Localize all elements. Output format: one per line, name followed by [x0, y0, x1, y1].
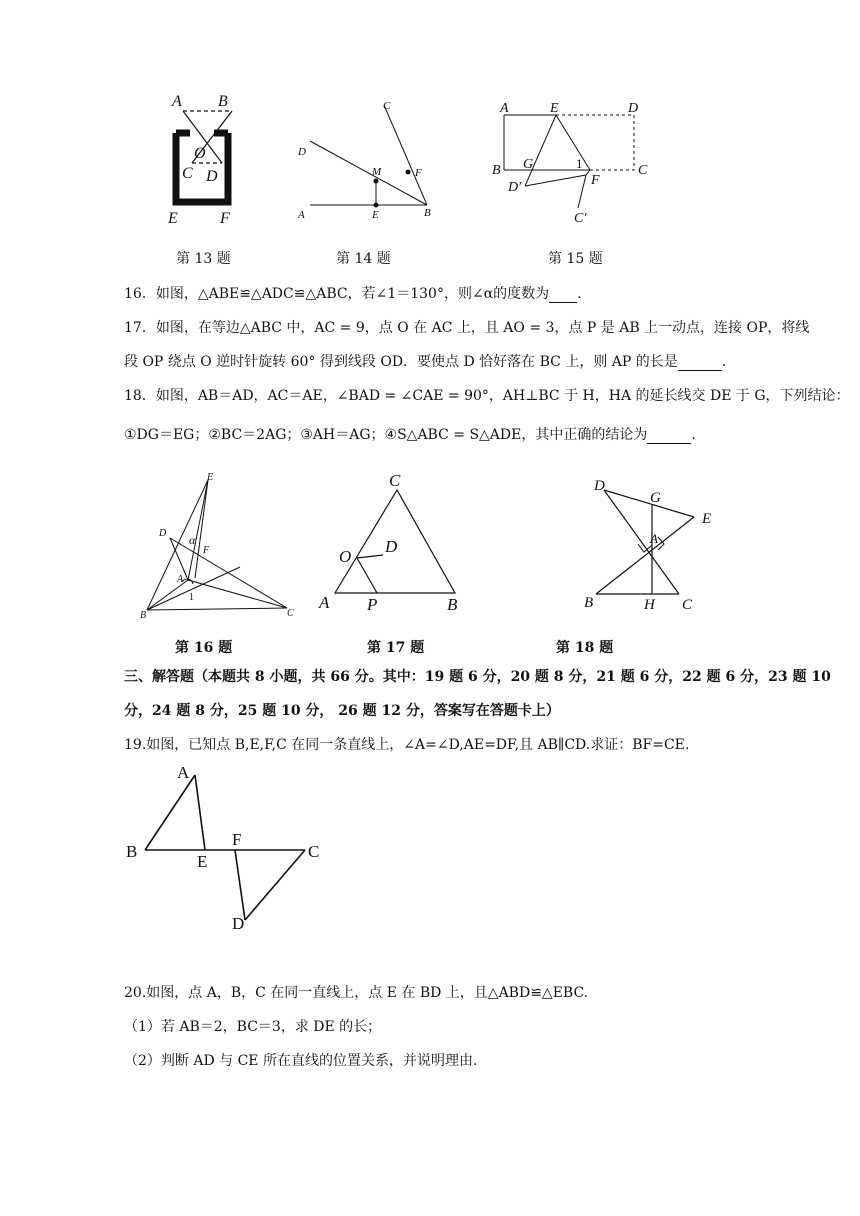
- question-18-text: ①DG＝EG；②BC＝2AG；③AH＝AG；④S△ABC = S△ADE，其中正确的结论为: [124, 427, 648, 443]
- fig13-label: A: [172, 93, 182, 110]
- fig14-label: A: [298, 209, 305, 221]
- fig14-label: C: [383, 100, 391, 112]
- fig18-label: H: [644, 597, 655, 613]
- question-18-line1: 18．如图，AB＝AD，AC＝AE，∠BAD = ∠CAE = 90°，AH⊥BC 于 H，HA 的延长线交 DE 于 G，下列结论：: [124, 388, 850, 404]
- fig14-label: E: [372, 209, 379, 221]
- fig15-label: B: [492, 163, 501, 178]
- figure-19: [120, 765, 340, 935]
- fig15-label: E: [550, 101, 559, 116]
- fig13-label: O: [194, 145, 206, 162]
- fig15-label: C′: [574, 211, 587, 226]
- fig15-label: D′: [508, 180, 522, 195]
- fig14-label: D: [298, 146, 306, 158]
- fig15-label: F: [591, 173, 600, 188]
- figure-17: [315, 470, 475, 615]
- fig16-label: C: [287, 608, 294, 619]
- fig16-label: F: [203, 545, 210, 556]
- fig14-label: M: [372, 166, 382, 178]
- caption-15: 第 15 题: [548, 251, 603, 267]
- fig15-label: A: [500, 101, 509, 116]
- fig19-label: F: [232, 830, 242, 849]
- fig18-label: E: [702, 511, 712, 527]
- fig15-label: 1: [576, 156, 583, 171]
- answer-blank: [647, 427, 691, 444]
- fig19-label: E: [197, 852, 208, 871]
- fig13-label: B: [218, 93, 228, 110]
- question-17-line1: 17．如图，在等边△ABC 中，AC = 9，点 O 在 AC 上，且 AO = 3，点 P 是 AB 上一动点，连接 OP，将线: [124, 320, 810, 336]
- section-3-heading-line2: 分，24 题 8 分，25 题 10 分， 26 题 12 分，答案写在答题卡上）: [124, 703, 560, 719]
- caption-17: 第 17 题: [367, 640, 425, 656]
- fig13-label: F: [220, 210, 230, 227]
- fig13-label: C: [182, 165, 193, 182]
- answer-blank: [549, 286, 577, 303]
- fig19-label: A: [177, 763, 190, 782]
- answer-blank: [678, 354, 722, 371]
- fig16-label: A: [177, 574, 184, 585]
- fig16-label: D: [159, 528, 167, 539]
- fig17-label: C: [389, 471, 401, 490]
- question-17-line2: [124, 351, 726, 371]
- figure-16: [135, 470, 305, 620]
- figure-18: [578, 472, 723, 617]
- fig18-label: G: [650, 490, 661, 506]
- fig17-label: B: [447, 595, 458, 614]
- figure-15: [490, 96, 655, 226]
- section-3-heading-line1: 三、解答题（本题共 8 小题，共 66 分。其中：19 题 6 分，20 题 8 分，21 题 6 分，22 题 6 分，23 题 10: [124, 669, 831, 685]
- question-20-part-2: （2）判断 AD 与 CE 所在直线的位置关系，并说明理由.: [124, 1053, 478, 1069]
- fig18-label: C: [682, 597, 693, 613]
- question-16-text: 16．如图，△ABE≌△ADC≌△ABC，若∠1＝130°，则∠α的度数为: [124, 286, 550, 302]
- question-16: [124, 283, 582, 303]
- question-17-end: .: [721, 354, 727, 370]
- fig19-label: B: [126, 842, 138, 861]
- fig15-label: D: [628, 101, 639, 116]
- fig18-label: A: [650, 531, 658, 546]
- question-20: 20.如图，点 A，B，C 在同一直线上，点 E 在 BD 上，且△ABD≌△EBC.: [124, 985, 589, 1001]
- question-18-line2: [124, 424, 696, 444]
- fig15-label: G: [523, 157, 534, 172]
- fig16-label: 1: [189, 592, 194, 603]
- question-19: 19.如图，已知点 B,E,F,C 在同一条直线上，∠A=∠D,AE=DF,且 AB∥CD.求证：BF=CE.: [124, 737, 690, 753]
- fig13-label: D: [206, 168, 218, 185]
- fig14-label: B: [424, 207, 431, 219]
- caption-16: 第 16 题: [175, 640, 233, 656]
- fig15-label: C: [638, 163, 648, 178]
- fig13-label: E: [168, 210, 178, 227]
- question-17-text: 段 OP 绕点 O 逆时针旋转 60° 得到线段 OD．要使点 D 恰好落在 BC 上，则 AP 的长是: [124, 354, 678, 370]
- figure-14: [290, 95, 440, 225]
- caption-18: 第 18 题: [556, 640, 614, 656]
- figure-13: [150, 88, 260, 233]
- fig17-label: O: [339, 547, 352, 566]
- fig17-label: A: [319, 593, 330, 612]
- fig16-label: B: [140, 610, 147, 621]
- fig16-label: E: [207, 472, 214, 483]
- caption-14: 第 14 题: [336, 251, 391, 267]
- question-20-part-1: （1）若 AB＝2，BC＝3，求 DE 的长；: [124, 1019, 382, 1035]
- fig17-label: P: [367, 595, 378, 614]
- fig14-label: F: [415, 167, 422, 179]
- caption-13: 第 13 题: [176, 251, 231, 267]
- fig17-label: D: [385, 537, 398, 556]
- fig19-label: C: [308, 842, 320, 861]
- fig19-label: D: [232, 914, 245, 933]
- fig16-label: α: [189, 533, 196, 547]
- fig18-label: B: [584, 595, 594, 611]
- question-16-end: .: [577, 286, 582, 302]
- question-18-end: .: [691, 427, 696, 443]
- fig18-label: D: [594, 478, 605, 494]
